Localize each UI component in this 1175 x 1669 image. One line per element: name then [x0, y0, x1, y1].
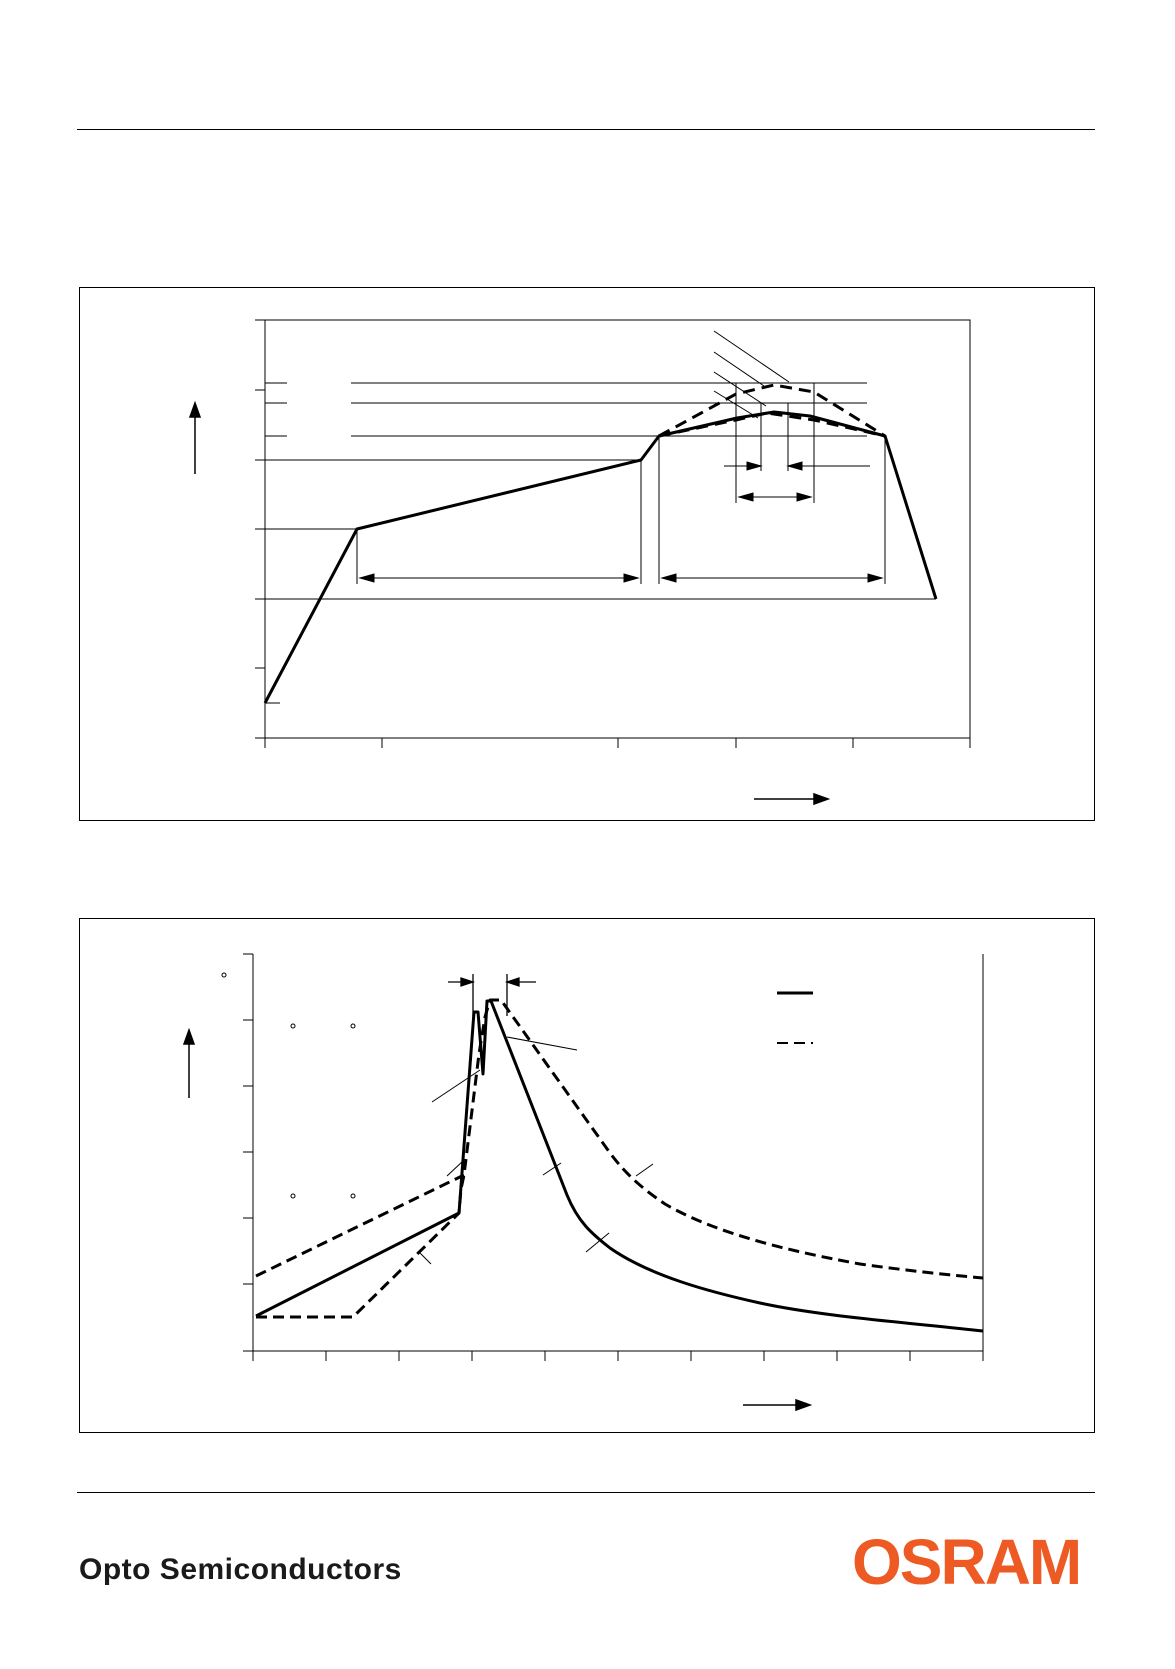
y-axis-ticks: [243, 954, 253, 1351]
peak-width-marker: [448, 974, 536, 1016]
dashed-curve-a: [256, 1000, 983, 1317]
leader-lines: [714, 331, 789, 418]
solid-curve: [256, 1001, 983, 1331]
y-axis-ticks: [255, 320, 265, 738]
footer-company-text: Opto Semiconductors: [79, 1553, 402, 1586]
degree-marks: [222, 973, 355, 1198]
dimension-verticals: [357, 383, 885, 584]
x-axis-ticks: [265, 738, 970, 748]
spectrum-curve-svg: [80, 919, 1096, 1434]
temperature-level-lines: [265, 383, 936, 703]
osram-logo[interactable]: OSRAM: [852, 1526, 1081, 1598]
dimension-arrows: [360, 462, 882, 582]
reflow-profile-diagram: [79, 287, 1095, 821]
spectrum-curve-diagram: [79, 918, 1095, 1433]
leader-lines: [419, 1037, 653, 1264]
reflow-profile-svg: [80, 288, 1096, 822]
nominal-profile-curve: [265, 412, 936, 703]
x-axis-ticks: [253, 1351, 983, 1361]
header-rule: [77, 129, 1095, 130]
footer-rule: [77, 1492, 1095, 1493]
